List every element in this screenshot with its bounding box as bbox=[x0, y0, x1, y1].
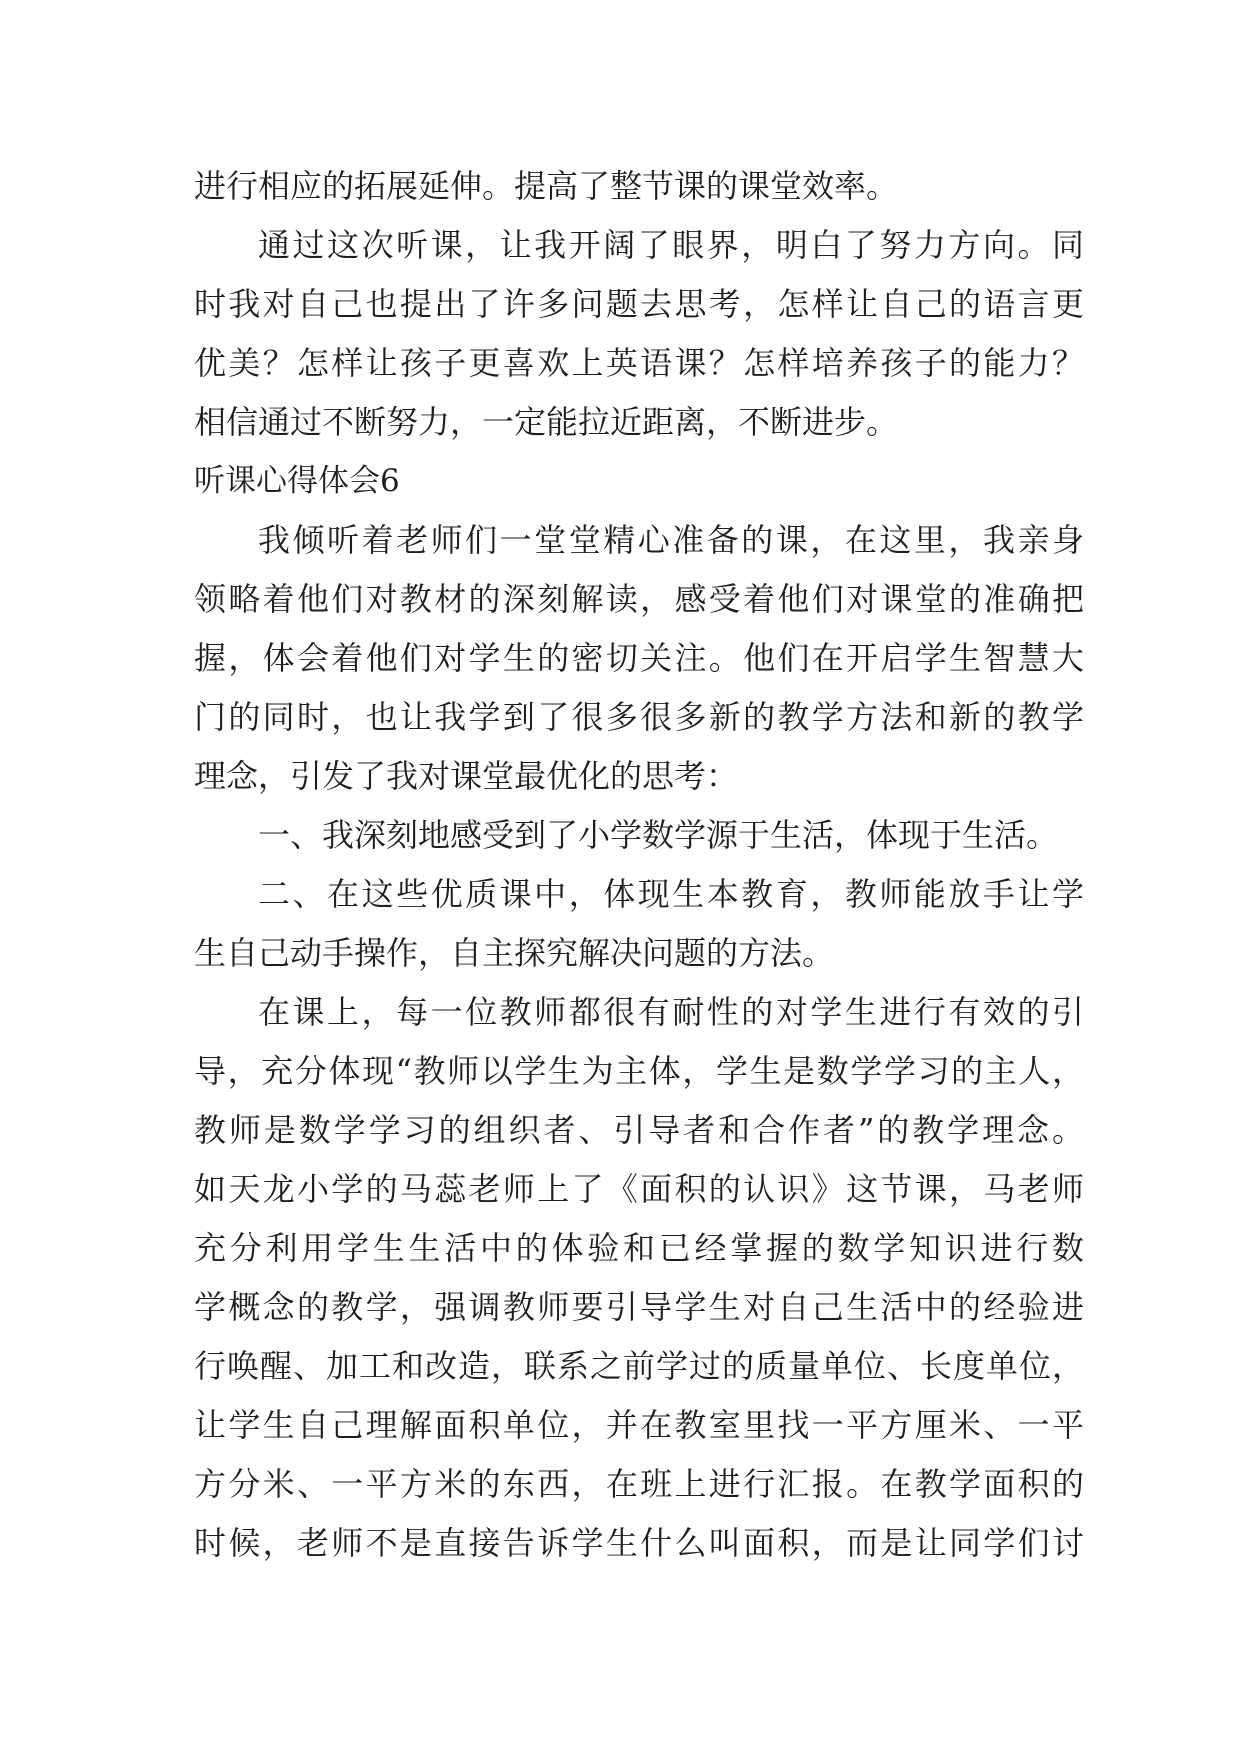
paragraph bbox=[194, 216, 1084, 452]
text-line: 领略着他们对教材的深刻解读，感受着他们对课堂的准确把 bbox=[194, 580, 1084, 618]
text-line: 进行相应的拓展延伸。提高了整节课的课堂效率。 bbox=[194, 167, 899, 205]
text-line: 握，体会着他们对学生的密切关注。他们在开启学生智慧大 bbox=[194, 639, 1084, 677]
text-line: 充分利用学生生活中的体验和已经掌握的数学知识进行数 bbox=[194, 1229, 1084, 1267]
section-heading: 听课心得体会6 bbox=[194, 463, 400, 499]
text-line: 生自己动手操作，自主探究解决问题的方法。 bbox=[194, 934, 835, 972]
text-line: 我倾听着老师们一堂堂精心准备的课，在这里，我亲身 bbox=[258, 521, 1084, 559]
text-line: 方分米、一平方米的东西，在班上进行汇报。在教学面积的 bbox=[194, 1465, 1084, 1503]
text-line: 如天龙小学的马蕊老师上了《面积的认识》这节课，马老师 bbox=[194, 1170, 1084, 1208]
document-body bbox=[194, 157, 1084, 1573]
paragraph bbox=[194, 865, 1084, 983]
paragraph bbox=[194, 511, 1084, 806]
text-line: 优美？怎样让孩子更喜欢上英语课？怎样培养孩子的能力？ bbox=[194, 344, 1084, 382]
paragraph bbox=[194, 983, 1084, 1573]
text-line: 教师是数学学习的组织者、引导者和合作者”的教学理念。 bbox=[194, 1111, 1084, 1149]
paragraph-continuation bbox=[194, 157, 1084, 216]
text-line: 让学生自己理解面积单位，并在教室里找一平方厘米、一平 bbox=[194, 1406, 1084, 1444]
text-line: 门的同时，也让我学到了很多很多新的教学方法和新的教学 bbox=[194, 698, 1084, 736]
text-line: 相信通过不断努力，一定能拉近距离，不断进步。 bbox=[194, 403, 899, 441]
text-line: 时我对自己也提出了许多问题去思考，怎样让自己的语言更 bbox=[194, 285, 1084, 323]
text-line: 行唤醒、加工和改造，联系之前学过的质量单位、长度单位， bbox=[194, 1347, 1084, 1385]
paragraph bbox=[194, 806, 1084, 865]
text-line: 时候，老师不是直接告诉学生什么叫面积，而是让同学们讨 bbox=[194, 1524, 1084, 1562]
text-line: 理念，引发了我对课堂最优化的思考： bbox=[194, 757, 739, 795]
text-line: 在课上，每一位教师都很有耐性的对学生进行有效的引 bbox=[258, 993, 1084, 1031]
text-line: 一、我深刻地感受到了小学数学源于生活，体现于生活。 bbox=[258, 816, 1059, 854]
text-line: 通过这次听课，让我开阔了眼界，明白了努力方向。同 bbox=[258, 226, 1084, 264]
text-line: 导，充分体现“教师以学生为主体，学生是数学学习的主人， bbox=[194, 1052, 1084, 1090]
text-line: 学概念的教学，强调教师要引导学生对自己生活中的经验进 bbox=[194, 1288, 1084, 1326]
text-line: 二、在这些优质课中，体现生本教育，教师能放手让学 bbox=[258, 875, 1084, 913]
